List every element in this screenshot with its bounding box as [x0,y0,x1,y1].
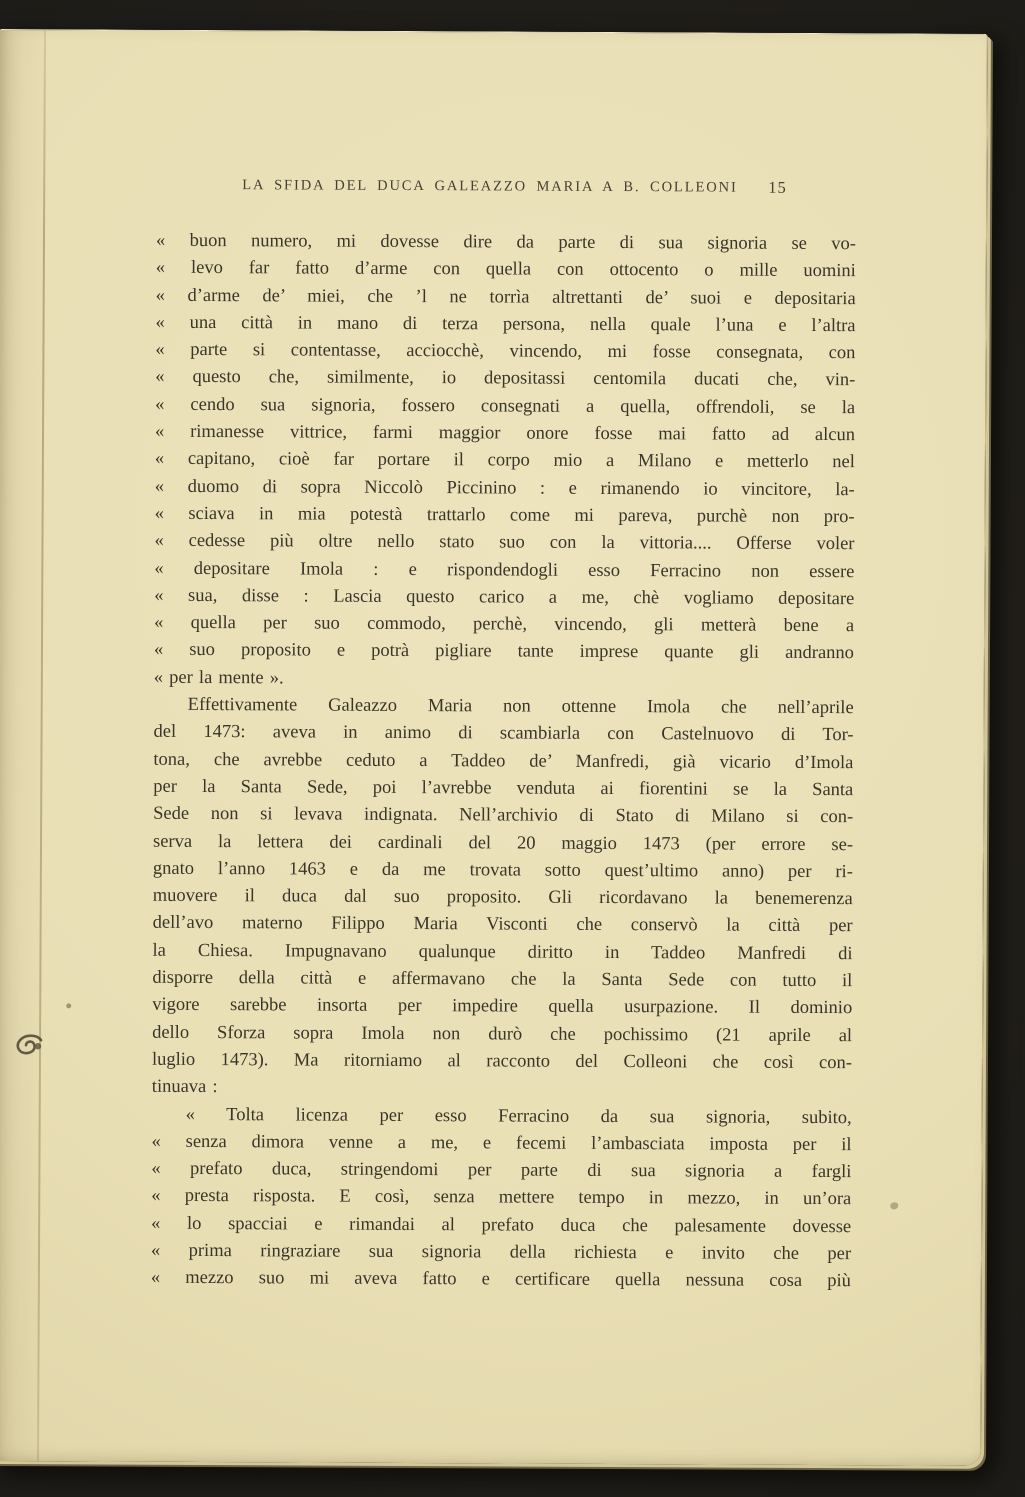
text-line: « per la mente ». [153,667,284,689]
text-block [151,228,856,1296]
paragraph [154,228,856,695]
text-line: « cedesse più oltre nello stato suo con la vittoria.... Offerse voler [154,531,855,555]
text-line: « Tolta licenza per esso Ferracino da sua signoria, subito, [185,1104,852,1128]
text-line: « quella per suo commodo, perchè, vincendo, gli metterà bene a [154,612,855,637]
text-line: « d’arme de’ miei, che ’l ne torrìa altrettanti de’ suoi e depositaria [155,285,856,309]
text-line: « prima ringraziare sua signoria della richiesta e invito che per [150,1240,852,1265]
paper-speck [890,1202,898,1209]
text-line: tinuava : [151,1076,218,1098]
text-line: « sua, disse : Lascia questo carico a me, chè vogliamo depositare [154,585,855,610]
page-number: 15 [768,177,787,197]
text-line: « sciava in mia potestà trattarlo come mi pareva, purchè non pro- [154,503,855,528]
text-line: vigore sarebbe insorta per impedire quella usurpazione. Il dominio [152,995,853,1019]
text-line: « senza dimora venne a me, e fecemi l’ambasciata imposta per il [151,1131,852,1155]
text-line: « levo far fatto d’arme con quella con ottocento o mille uomini [155,258,856,282]
text-line: tona, che avrebbe ceduto a Taddeo de’ Manfredi, già vicario d’Imola [153,749,854,773]
text-line: dell’avo materno Filippo Maria Visconti che conservò la città per [152,913,853,937]
text-line: Effettivamente Galeazzo Maria non ottenne Imola che nell’aprile [187,694,854,719]
running-header-title: LA SFIDA DEL DUCA GALEAZZO MARIA A B. COLLEONI [242,177,738,196]
text-line: « rimanesse vittrice, farmi maggior onore fosse mai fatto ad alcun [154,421,856,446]
text-line: per la Santa Sede, poi l’avrebbe venduta ai fiorentini se la Santa [153,776,854,801]
text-line: disporre della città e affermavano che la Santa Sede con tutto il [152,967,853,992]
margin-ink-mark [11,1032,53,1064]
text-line: Sede non si levava indignata. Nell’archivio di Stato di Milano si con- [153,803,854,828]
text-line: « parte si contentasse, acciocchè, vincendo, mi fosse consegnata, con [155,339,856,364]
text-line: luglio 1473). Ma ritorniamo al racconto del Colleoni che così con- [151,1049,853,1074]
text-line: gnato l’anno 1463 e da me trovata sotto quest’ultimo anno) per ri- [152,858,853,883]
paper-speck-small [66,1003,71,1008]
book-page [0,29,988,1466]
paragraph [152,692,854,1105]
text-line: la Chiesa. Impugnavano qualunque diritto in Taddeo Manfredi di [152,940,853,964]
text-line: « mezzo suo mi aveva fatto e certificare quella nessuna cosa più [150,1268,851,1292]
text-line: « capitano, cioè far portare il corpo mio a Milano e metterlo nel [154,449,855,473]
text-line: « buon numero, mi dovesse dire da parte di sua signoria se vo- [155,230,857,255]
text-line: « depositare Imola : e rispondendogli esso Ferracino non essere [154,558,855,582]
text-line: serva la lettera dei cardinali del 20 maggio 1473 (per errore se- [152,831,854,855]
text-line: « prefato duca, stringendomi per parte di sua signoria a fargli [151,1158,852,1183]
text-line: « presta risposta. E così, senza mettere tempo in mezzo, in un’ora [151,1186,852,1210]
text-line: « una città in mano di terza persona, nella quale l’una e l’altra [155,312,856,337]
text-line: « duomo di sopra Niccolò Piccinino : e rimanendo io vincitore, la- [154,476,855,500]
text-line: dello Sforza sopra Imola non durò che pochissimo (21 aprile al [152,1022,853,1046]
paragraph [151,1101,852,1295]
text-line: « questo che, similmente, io depositassi centomila ducati che, vin- [155,367,856,391]
text-line: « suo proposito e potrà pigliare tante imprese quante gli andranno [153,640,855,664]
text-line: « lo spacciai e rimandai al prefato duca che palesamente dovesse [151,1213,852,1237]
text-line: del 1473: aveva in animo di scambiarla con Castelnuovo di Tor- [153,722,854,746]
text-line: « cendo sua signoria, fossero consegnati a quella, offrendoli, se la [155,394,856,418]
text-line: muovere il duca dal suo proposito. Gli ricordavano la benemerenza [152,885,853,910]
